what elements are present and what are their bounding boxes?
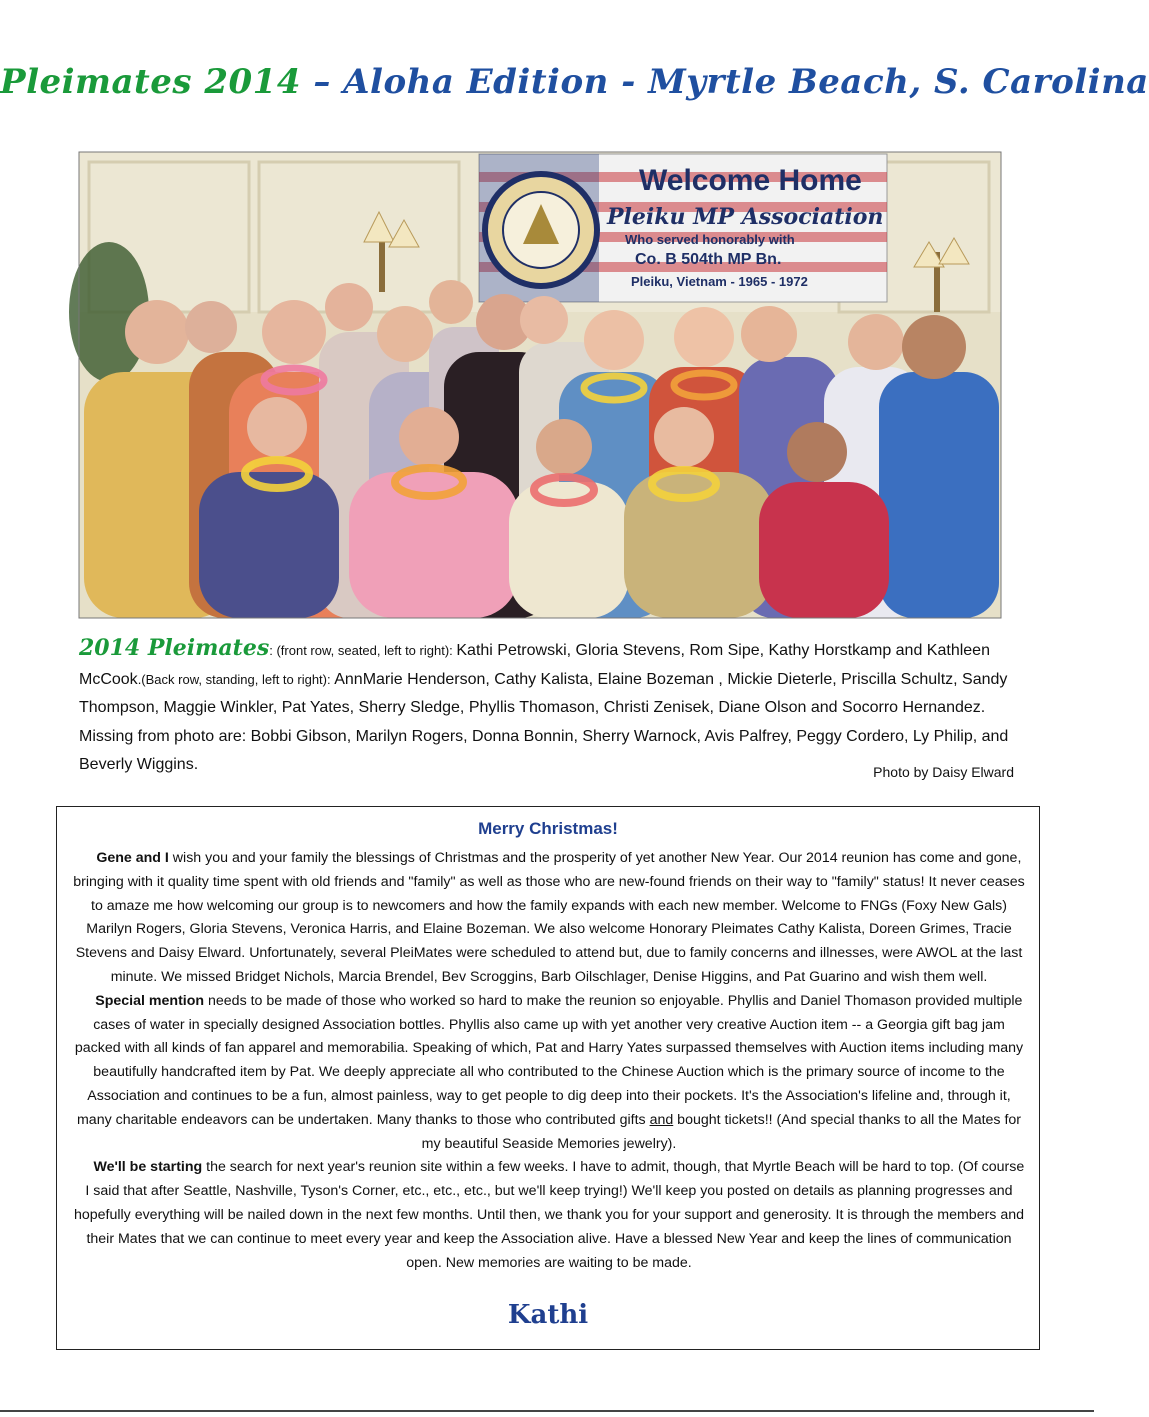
banner-line-1: Welcome Home [639, 164, 862, 197]
banner-line-3: Who served honorably with [625, 232, 795, 247]
banner-line-2: Pleiku MP Association [607, 204, 884, 230]
paragraph-3-lead: We'll be starting [93, 1159, 203, 1176]
letter-paragraph-2 [71, 990, 1027, 1157]
letter-paragraph-3 [71, 1156, 1027, 1275]
title-separator: – [300, 62, 344, 102]
caption-back-note: .(Back row, standing, left to right): [137, 671, 335, 687]
paragraph-2-text-b: bought tickets!! (And special thanks to all the Mates for my beautiful Seaside Memories jewelry). [421, 1111, 1022, 1152]
photo-credit: Photo by Daisy Elward [873, 764, 1014, 780]
title-separator-2: - [608, 62, 649, 102]
letter-body [71, 847, 1027, 1275]
paragraph-2-text-a: needs to be made of those who worked so hard to make the reunion so enjoyable. Phyllis and Daniel Thomason provided multiple cases of water in specially designed Association bottles. Phyllis also came up with yet another very creative Auction item -- a Georgia gift bag jam packed with all kinds of fan apparel and memorabilia. Speaking of which, Pat and Harry Yates surpassed themselves with Auction items including many beautifully handcrafted item by Pat. We deeply appreciate all who contributed to the Chinese Auction which is the primary source of income to the Association and continues to be a fun, almost painless, way to get people to dig deep into their pockets. It's the Association's lifeline and, through it, many charitable endeavors can be undertaken. Many thanks to those who contributed gifts [74, 992, 1024, 1128]
banner-line-5: Pleiku, Vietnam - 1965 - 1972 [631, 274, 808, 289]
letter-title: Merry Christmas! [478, 819, 618, 838]
paragraph-1-text: wish you and your family the blessings of Christmas and the prosperity of yet another New Year. Our 2014 reunion has come and gone, bringing with it quality time spent with old friends and "family" as well as those who are new-found friends on their way to "family" status! It never ceases to amaze me how welcoming our group is to newcomers and how the family expands with each new member. Welcome to FNGs (Foxy New Gals) Marilyn Rogers, Gloria Stevens, Veronica Harris, and Elaine Bozeman. We also welcome Honorary Pleimates Cathy Kalista, Doreen Grimes, Tracie Stevens and Daisy Elward. Unfortunately, several PleiMates were scheduled to attend but, due to family concerns and illnesses, were AWOL at the last minute. We missed Bridget Nichols, Marcia Brendel, Bev Scroggins, Barb Oilschlager, Denise Higgins, and Pat Guarino and wish them well. [73, 850, 1025, 985]
title-year: Pleimates 2014 [0, 62, 301, 102]
letter-paragraph-1 [71, 847, 1027, 990]
title-edition: Aloha Edition [343, 62, 609, 102]
caption-back-names: AnnMarie Henderson, Cathy Kalista, Elaine Bozeman , Mickie Dieterle, Priscilla Schultz, Sandy Thompson, Maggie Winkler, Pat Yates, Sherry Sledge, Phyllis Thomason, Christi Zenisek, Diane Olson and Socorro Hernandez. Missing from photo are: Bobbi Gibson, Marilyn Rogers, Donna Bonnin, Sherry Warnock, Avis Palfrey, Peggy Cordero, Ly Philip, and Beverly Wiggins. [79, 670, 1009, 773]
title-location: Myrtle Beach, S. Carolina [648, 62, 1149, 102]
christmas-letter-box [56, 806, 1040, 1350]
paragraph-2-lead: Special mention [95, 992, 205, 1009]
welcome-banner [479, 154, 887, 302]
paragraph-3-text: the search for next year's reunion site within a few weeks. I have to admit, though, that Myrtle Beach will be hard to top. (Of course I said that after Seattle, Nashville, Tyson's Corner, etc., etc., etc., but we'll keep trying!) We'll keep you posted on details as planning progresses and hopefully everything will be nailed down in the next few months. Until then, we thank you for your support and generosity. It is through the members and their Mates that we can continue to meet every year and keep the Association alive. Have a blessed New Year and keep the lines of communication open. New memories are waiting to be made. [73, 1159, 1025, 1271]
caption-heading: 2014 Pleimates [79, 635, 270, 661]
banner-line-4: Co. B 504th MP Bn. [635, 251, 782, 268]
letter-signature: Kathi [507, 1300, 589, 1330]
paragraph-2-underlined: and [649, 1111, 674, 1128]
group-photo-illustration [79, 152, 1001, 618]
photo-caption [79, 634, 1029, 780]
group-photo [79, 152, 1001, 618]
caption-front-names: Kathi Petrowski, Gloria Stevens, Rom Sipe, Kathy Horstkamp and Kathleen McCook [79, 642, 990, 688]
paragraph-1-lead: Gene and I [96, 850, 169, 866]
caption-front-note: : (front row, seated, left to right): [269, 643, 457, 658]
bottom-divider [0, 1410, 1094, 1412]
page-title [0, 62, 1149, 102]
